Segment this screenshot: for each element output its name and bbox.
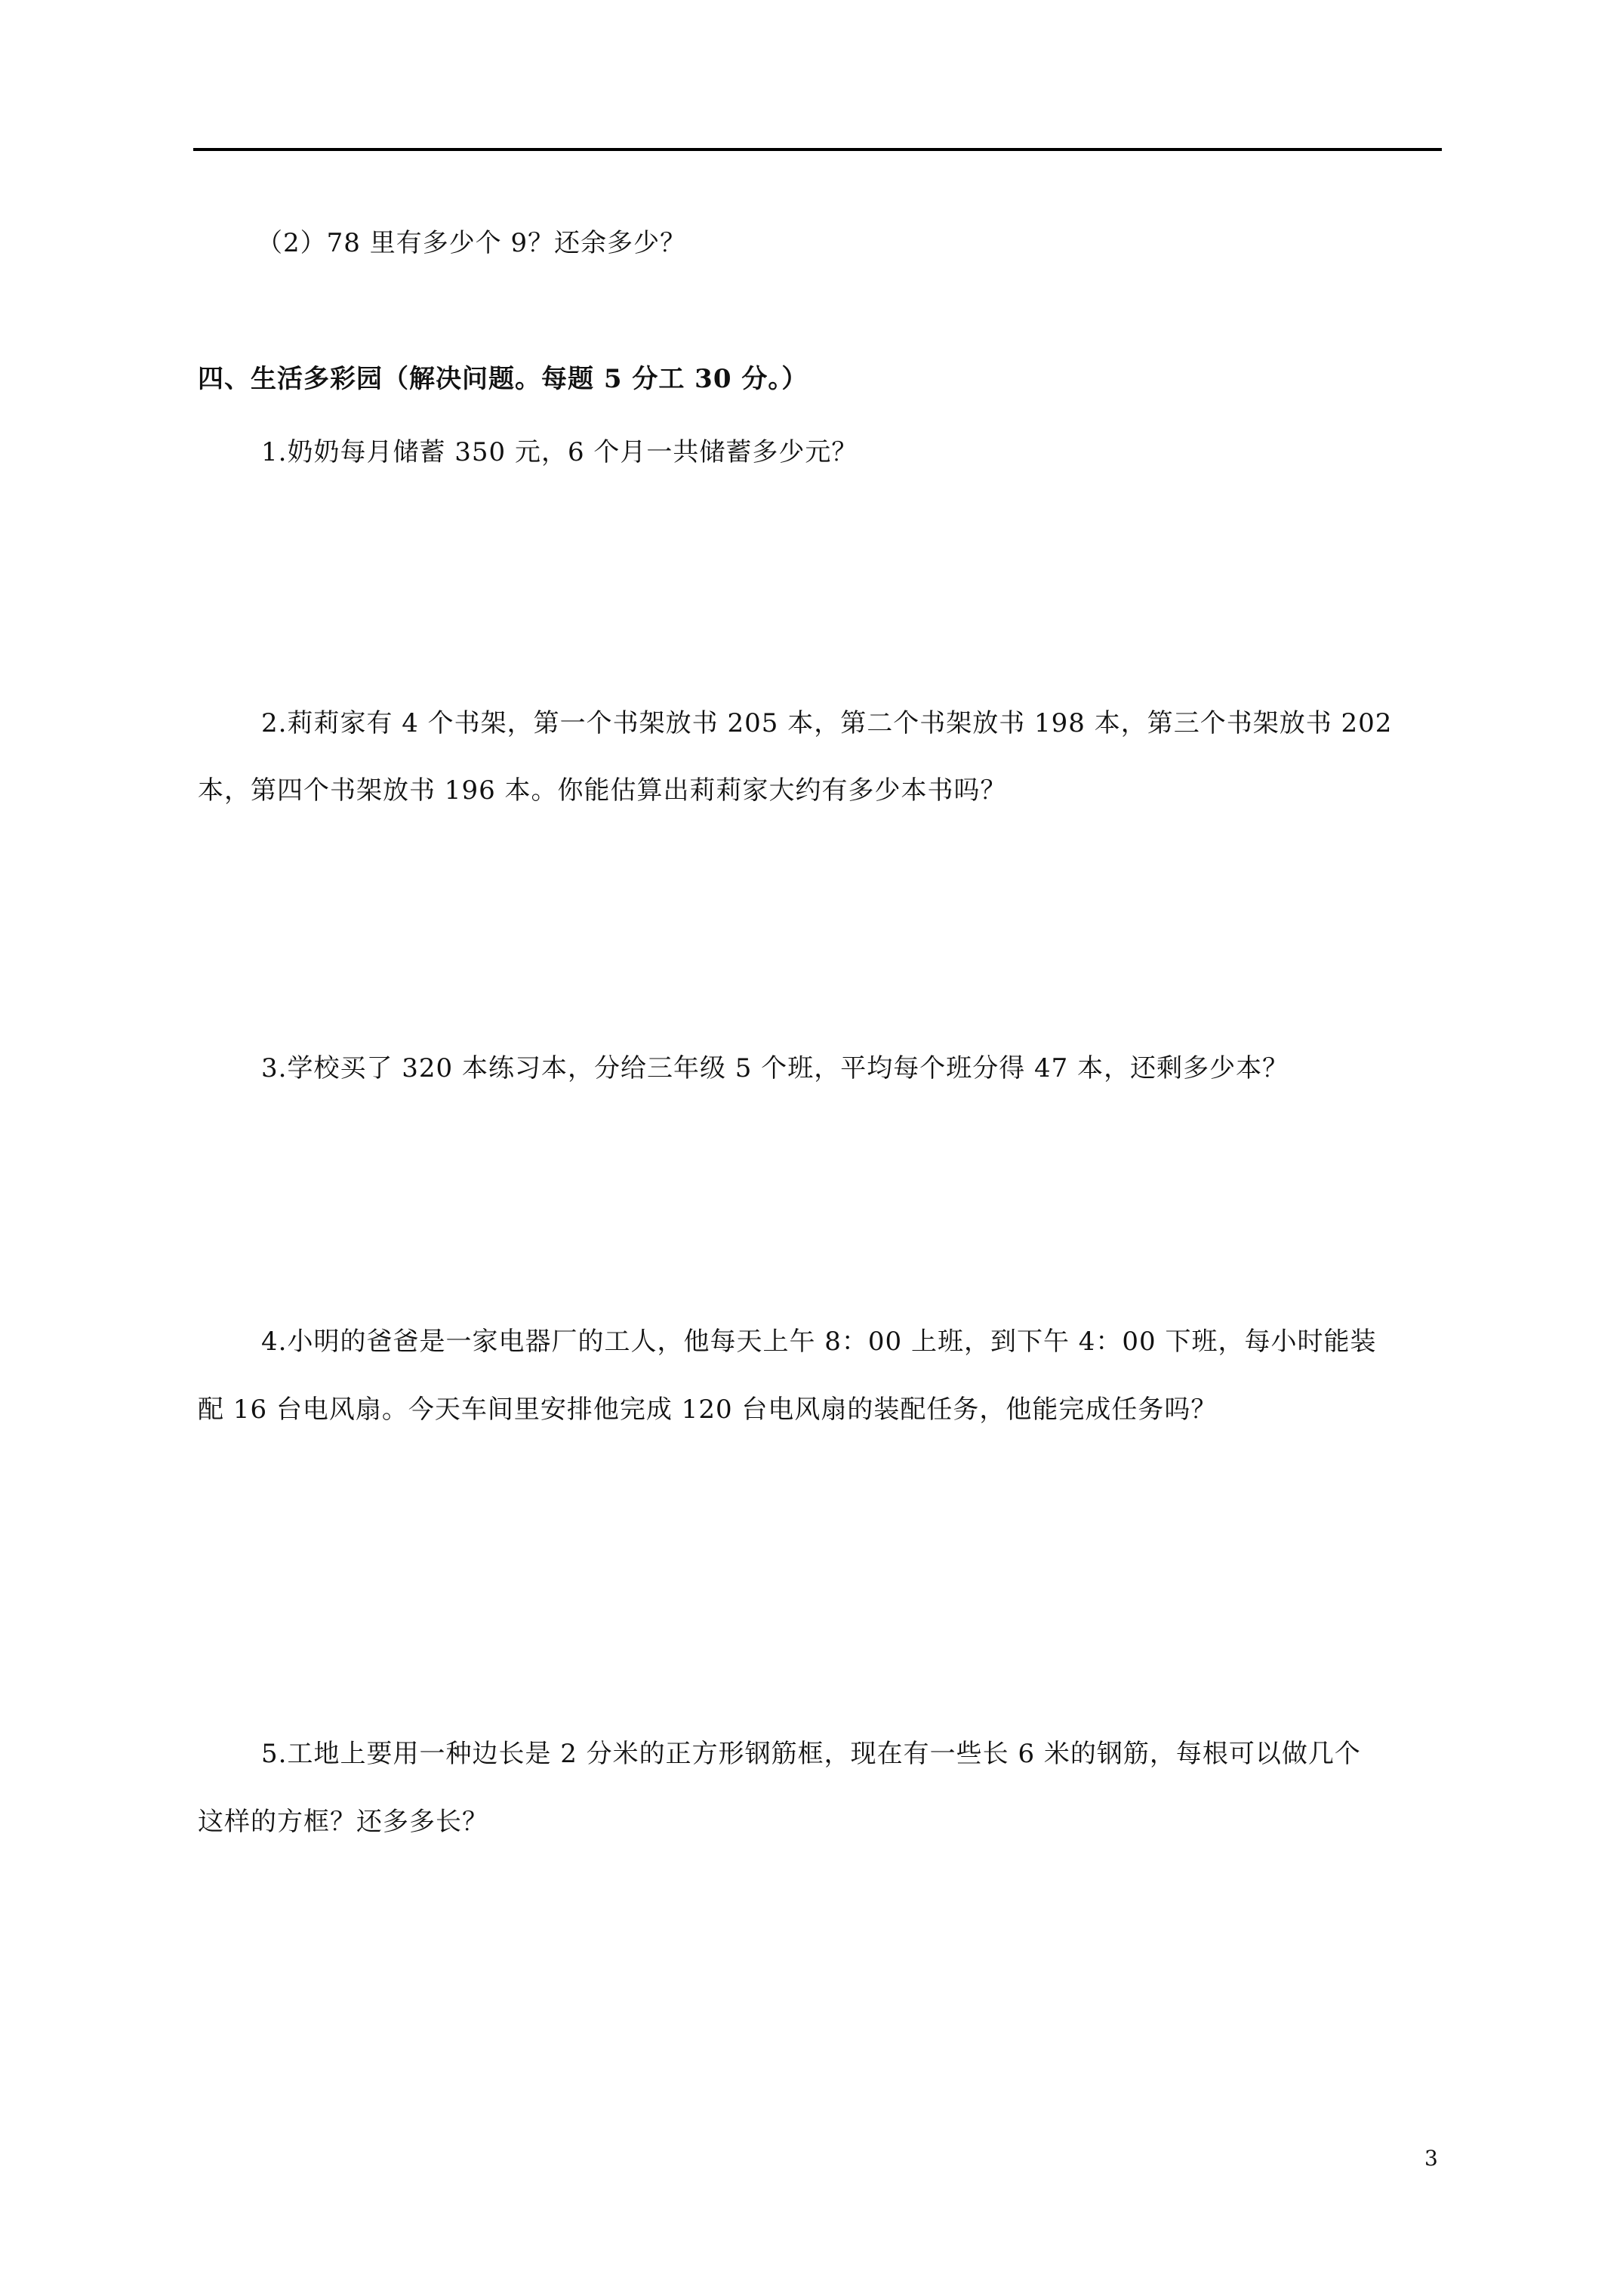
question-2-line-1: 2.莉莉家有 4 个书架，第一个书架放书 205 本，第二个书架放书 198 本，第三个书架放书 202 [261,708,1393,738]
section-heading: 四、生活多彩园（解决问题。每题 5 分工 30 分。） [198,364,808,394]
question-5-line-2: 这样的方框？还多多长？ [198,1807,488,1837]
question-5-line-1: 5.工地上要用一种边长是 2 分米的正方形钢筋框，现在有一些长 6 米的钢筋，每根可以做几个 [261,1739,1361,1769]
question-3-line-1: 3.学校买了 320 本练习本，分给三年级 5 个班，平均每个班分得 47 本，还剩多少本？ [261,1053,1289,1083]
previous-question-2: （2）78 里有多少个 9？还余多少？ [257,228,687,258]
question-1-line-1: 1.奶奶每月储蓄 350 元，6 个月一共储蓄多少元？ [261,437,858,467]
question-2-line-2: 本，第四个书架放书 196 本。你能估算出莉莉家大约有多少本书吗？ [198,775,1007,806]
header-rule [193,148,1442,151]
page-number: 3 [1424,2146,1438,2171]
question-4-line-1: 4.小明的爸爸是一家电器厂的工人，他每天上午 8：00 上班，到下午 4：00 下班，每小时能装 [261,1327,1377,1357]
question-4-line-2: 配 16 台电风扇。今天车间里安排他完成 120 台电风扇的装配任务，他能完成任务吗？ [198,1395,1218,1425]
